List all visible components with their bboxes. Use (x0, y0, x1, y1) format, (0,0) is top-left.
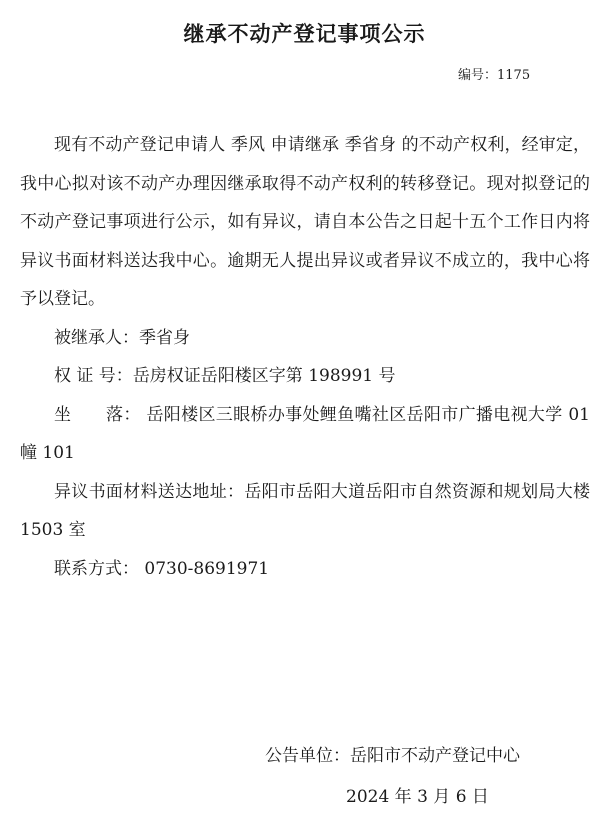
notice-body (20, 126, 590, 588)
contact-label: 联系方式： (54, 558, 139, 579)
certificate-label: 权 证 号： (54, 366, 133, 386)
objection-address-label: 异议书面材料送达地址： (54, 481, 245, 502)
objection-address-row (20, 473, 590, 550)
location-label: 坐 落： (54, 404, 141, 425)
issuing-organization: 公告单位：岳阳市不动产登记中心 (265, 746, 520, 766)
decedent-row (20, 319, 590, 358)
contact-value: 0730-8691971 (139, 558, 270, 579)
certificate-value: 岳房权证岳阳楼区字第 198991 号 (132, 366, 396, 386)
decedent-value: 季省身 (139, 327, 190, 348)
decedent-label: 被继承人： (54, 327, 139, 348)
location-value: 岳阳楼区三眼桥办事处鲤鱼嘴社区岳阳市广播电视大学 01 幢 101 (20, 404, 590, 463)
contact-row (20, 550, 590, 589)
location-row (20, 396, 590, 473)
main-paragraph: 现有不动产登记申请人 季风 申请继承 季省身 的不动产权利，经审定，我中心拟对该不动产办理因继承取得不动产权利的转移登记。现对拟登记的不动产登记事项进行公示，如有异议，请自本公告之日起十五个工作日内将异议书面材料送达我中心。逾期无人提出异议或者异议不成立的，我中心将予以登记。 (20, 135, 590, 309)
issue-date: 2024 年 3 月 6 日 (346, 787, 489, 807)
certificate-row (20, 357, 590, 396)
notice-title: 继承不动产登记事项公示 (183, 22, 426, 46)
objection-address-value: 岳阳市岳阳大道岳阳市自然资源和规划局大楼 1503 室 (20, 481, 591, 540)
serial-number: 编号：1175 (458, 68, 531, 83)
